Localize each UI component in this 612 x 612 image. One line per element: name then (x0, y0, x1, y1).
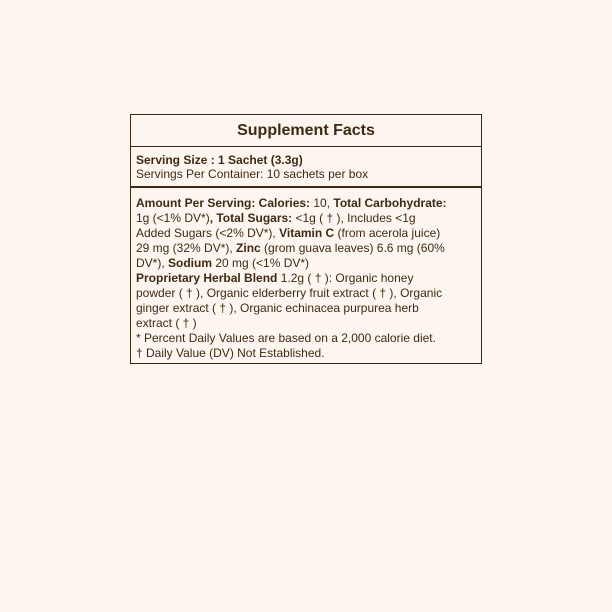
detail-segment: DV*), (136, 256, 169, 270)
servings-per-container: Servings Per Container: 10 sachets per box (136, 167, 369, 181)
detail-segment: , Total Sugars: (209, 211, 293, 225)
footnote-daily-values: * Percent Daily Values are based on a 2,000 calorie diet. (136, 331, 436, 345)
supplement-facts-panel (130, 114, 482, 364)
detail-segment: 20 mg (<1% DV*) (212, 256, 310, 270)
detail-segment: Amount Per Serving: Calories: (136, 196, 311, 210)
detail-line (136, 226, 476, 241)
detail-segment: 29 mg (32% DV*), (136, 241, 237, 255)
serving-info (131, 147, 481, 188)
detail-segment: powder ( † ), Organic elderberry fruit extract ( † ), Organic (136, 286, 443, 300)
detail-segment: <1g ( † ), Includes <1g (292, 211, 416, 225)
detail-line (136, 301, 476, 316)
detail-segment: 1g (<1% DV*) (136, 211, 210, 225)
footnote-dagger: † Daily Value (DV) Not Established. (136, 346, 325, 360)
detail-segment: 1.2g ( † ): Organic honey (277, 271, 414, 285)
detail-line (136, 271, 476, 286)
detail-segment: ginger extract ( † ), Organic echinacea purpurea herb (136, 301, 419, 315)
detail-line (136, 241, 476, 256)
detail-segment: (grom guava leaves) 6.6 mg (60% (260, 241, 445, 255)
serving-size: Serving Size : 1 Sachet (3.3g) (136, 153, 303, 167)
detail-segment: extract ( † ) (136, 316, 197, 330)
panel-title: Supplement Facts (131, 115, 481, 147)
detail-segment: Proprietary Herbal Blend (136, 271, 278, 285)
detail-segment: Zinc (236, 241, 261, 255)
detail-segment: (from acerola juice) (334, 226, 441, 240)
detail-segment: Vitamin C (279, 226, 335, 240)
detail-line (136, 211, 476, 226)
detail-segment: 10, (310, 196, 334, 210)
detail-line (136, 286, 476, 301)
detail-segment: Total Carbohydrate: (333, 196, 447, 210)
nutrient-details (131, 188, 481, 361)
detail-line (136, 256, 476, 271)
detail-segment: Added Sugars (<2% DV*), (136, 226, 280, 240)
detail-segment: Sodium (168, 256, 213, 270)
detail-line (136, 196, 476, 211)
detail-line (136, 316, 476, 331)
